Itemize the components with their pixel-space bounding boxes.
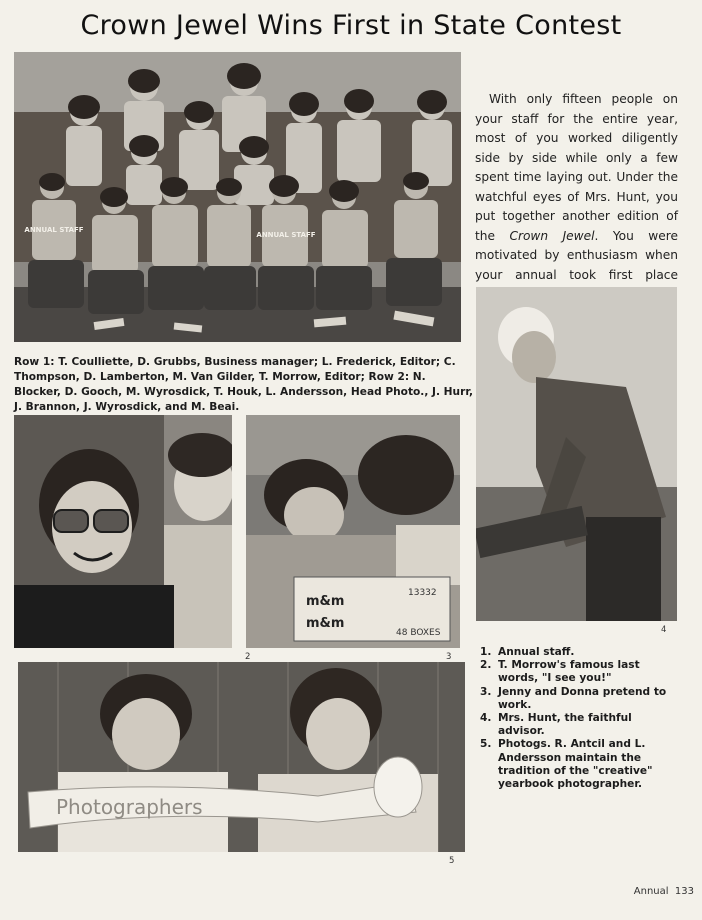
- photo-number-3: 3: [446, 652, 452, 662]
- photo-number-4: 4: [661, 625, 667, 635]
- intro-paragraph: [475, 90, 678, 305]
- photo-number-2: 2: [245, 652, 251, 662]
- jenny-donna-photo: [246, 415, 460, 648]
- caption-item: 4. Mrs. Hunt, the faithful advisor.: [480, 712, 632, 738]
- mrs-hunt-photo: [476, 287, 677, 621]
- folio-section: Annual: [633, 886, 669, 897]
- caption-item: 3. Jenny and Donna pretend to work.: [480, 685, 667, 711]
- page-folio: [634, 886, 694, 897]
- photographers-photo: [18, 662, 465, 852]
- box-brand-2: m&m: [306, 616, 345, 631]
- caption-item: 1. Annual staff.: [480, 646, 575, 658]
- box-count: 48 BOXES: [396, 628, 441, 638]
- photo-number-5: 5: [449, 856, 455, 866]
- morrow-photo: [14, 415, 232, 648]
- caption-item: 5. Photogs. R. Antcil and L. Andersson maintain the tradition of the "creative" yearbook photographer.: [480, 738, 653, 791]
- caption-item: 2. T. Morrow's famous last words, "I see you!": [480, 659, 640, 685]
- box-brand: m&m: [306, 594, 345, 609]
- folio-page-number: 133: [674, 886, 694, 897]
- page-title: Crown Jewel Wins First in State Contest: [80, 10, 622, 41]
- shirt-lettering: ANNUAL STAFF: [256, 231, 316, 239]
- intro-text-start: With only fifteen people on your staff for the entire year, most of you worked diligently side by side while only a few spent time laying out. Under the watchful eyes of Mrs. Hunt, you put together another edition of the: [475, 92, 678, 243]
- yearbook-name: Crown Jewel: [509, 228, 595, 243]
- shirt-lettering: ANNUAL STAFF: [24, 226, 84, 234]
- photo-captions: [480, 646, 680, 791]
- staff-caption: Row 1: T. Coulliette, D. Grubbs, Business manager; L. Frederick, Editor; C. Thompson, D. Lamberton, M. Van Gilder, T. Morrow, Editor; Row 2: N. Blocker, D. Gooch, M. Wyrosdick, T. Houk, L. Andersson, Head Photo., J. Hurr, J. Brannon, J. Wyrosdick, and M. Beai.: [14, 356, 474, 413]
- intro-text-end: . You were motivated by enthusiasm when your annual took first place: [475, 228, 678, 282]
- banner-text: Photographers: [56, 795, 203, 819]
- staff-group-photo: [14, 52, 461, 342]
- box-number: 13332: [408, 588, 437, 598]
